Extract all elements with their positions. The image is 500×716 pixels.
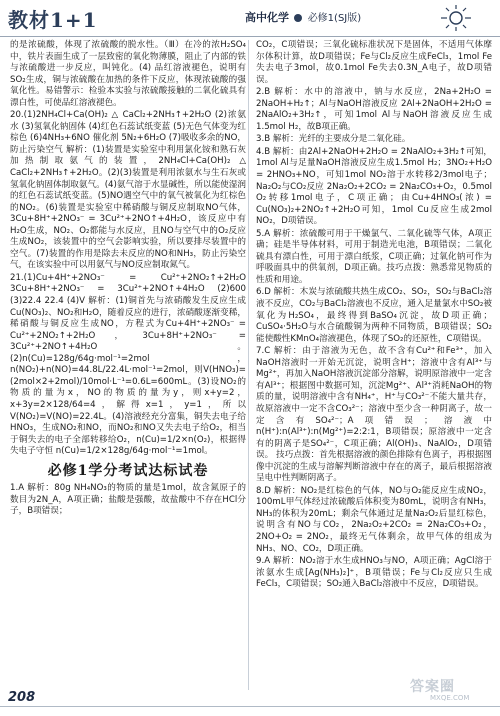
answer-7: 7.C 解析：由于溶液为无色，故不含有Cu²⁺和Fe³⁺，加入NaOH溶液时一开始无沉淀，说明含H⁺；溶液中含有Al³⁺与Mg²⁺，再加入NaOH溶液沉淀部分溶解，说明原溶液中一定含有Al³⁺；根据图中数据可知，沉淀Mg²⁺、Al³⁺消耗NaOH的物质的量，说明溶液中含有NH₄⁺，H⁺与CO₃²⁻不能大量共存，故原溶液中一定不含CO₃²⁻；溶液中至少含一种阴离子，故一定含有SO₄²⁻；A项错误；溶液中n(H⁺):n(Al³⁺):n(Mg²⁺)=2:2:1，B项错误；原溶液中一定含有的阴离子是SO₄²⁻，C项正确；Al(OH)₃、NaAlO₂，D项错误。 技巧点拨：首先根据溶液的颜色排除有色离子，再根据图像中沉淀的生成与溶解判断溶液中存在的离子，最后根据溶液呈电中性判断阴离子。 (256, 346, 492, 484)
section-title: 必修1学分考试达标试卷 (47, 462, 209, 479)
answer-9: 9.A 解析：NO₂溶于水生成HNO₃与NO，A项正确；AgCl溶于浓氨水生成[Ag(NH₃)₂]⁺，B项错误；Fe与Cl₂反应只生成FeCl₃，C项错误；SO₂通入BaCl₂溶液中不反应，D项错误。 (256, 556, 492, 590)
page-number: 208 (8, 690, 36, 705)
right-column (256, 40, 492, 592)
sun-decoration-icon (436, 3, 476, 33)
answer-1: 1.A 解析：80g NH₄NO₃的物质的量是1mol，故含氮原子的数目为2N_A，A项正确；盐酸是强酸，故盐酸中不存在HCl分子，B项错误； (10, 483, 246, 517)
footer-rule (0, 706, 500, 707)
left-column (10, 40, 246, 519)
brand-logo: 教材1+1 (8, 8, 98, 32)
subject-label (245, 9, 361, 25)
watermark-logo: 答案圈 (410, 679, 455, 695)
answer-20: 20.(1)2NH₄Cl+Ca(OH)₂ △ CaCl₂+2NH₃↑+2H₂O (2)浓氨水 (3)氢氧化钠固体 (4)红色石蕊试纸变蓝 (5)无色气体变为红棕色 (6)4NH₃+6NO 催化剂 5N₂+6H₂O (7)吸收多余的NO，防止污染空气 解析：(1)装置是实验室中利用氯化铵和熟石灰加热制取氨气的装置，2NH₄Cl+Ca(OH)₂ △ CaCl₂+2NH₃↑+2H₂O。(2)(3)装置是利用浓氨水与生石灰或氢氧化钠固体制取氨气。(4)氨气溶于水显碱性，所以能使湿润的红色石蕊试纸变蓝。(5)NO遇空气中的氧气被氧化为红棕色的NO₂。(6)装置是实验室中稀硝酸与铜反应制取NO气体，3Cu+8H⁺+2NO₃⁻ = 3Cu²⁺+2NO↑+4H₂O，该反应中有H₂O生成，NO₂、O₂都能与水反应，且NO与空气中的O₂反应生成NO₂，该装置中的空气会影响实验，所以要排尽装置中的空气。(7)装置的作用是除去未反应的NO和NH₃，防止污染空气，在该实验中可以用氨气与NO反应制取氮气。 (10, 110, 246, 271)
answer-5: 5.A 解析：浓硫酸可用于干燥氯气、二氧化硫等气体，A项正确；硅是半导体材料，可用于制造光电池，B项错误；二氧化硫具有漂白性，可用于漂白纸浆，C项正确；过氧化钠可作为呼吸面具中的供氧剂，D项正确。技巧点拨：熟悉常见物质的性质和用途。 (256, 228, 492, 285)
answer-4: 4.B 解析：由2Al+2NaOH+2H₂O = 2NaAlO₂+3H₂↑可知，1mol Al与足量NaOH溶液反应生成1.5mol H₂；3NO₂+H₂O = 2HNO₃+NO，可知1mol NO₂溶于水转移2/3mol电子；Na₂O₂与CO₂反应 2Na₂O₂+2CO₂ = 2Na₂CO₃+O₂，0.5mol O₂转移1mol电子，C项正确；由Cu+4HNO₃(浓) = Cu(NO₃)₂+2NO₂↑+2H₂O可知，1mol Cu反应生成2mol NO₂，D项错误。 (256, 146, 492, 227)
bullet-icon (294, 14, 302, 22)
watermark-url: MXQE.COM (430, 694, 470, 702)
answer-6: 6.D 解析：木炭与浓硫酸共热生成CO₂、SO₂，SO₂与BaCl₂溶液不反应，CO₂与BaCl₂溶液也不反应，通入足量氯水中SO₂被氧化为H₂SO₄，最终得到BaSO₄沉淀，故D项正确；CuSO₄·5H₂O与水合硫酸铜为两种不同物质，B项错误；SO₂能使酸性KMnO₄溶液褪色，体现了SO₂的还原性，C项错误。 (256, 287, 492, 344)
edition-label: 必修1(SJ版) (307, 13, 362, 24)
column-divider (248, 40, 249, 690)
answer-3: 3.B 解析：光纤的主要成分是二氧化硅。 (256, 134, 411, 145)
subject-name: 高中化学 (245, 11, 289, 24)
answer-8: 8.D 解析：NO₂是红棕色的气体，NO与O₂能反应生成NO₂，100mL甲气体经过浓硫酸后体积变为80mL，说明含有NH₃，NH₃的体积为20mL；剩余气体通过足量Na₂O₂后显红棕色，说明含有NO与CO₂，2Na₂O₂+2CO₂ = 2Na₂CO₃+O₂，2NO+O₂ = 2NO₂，最终无气体剩余，故甲气体的组成为NH₃、NO、CO₂，D项正确。 (256, 485, 492, 554)
answer-block: 的是浓硫酸，体现了浓硫酸的脱水性。（Ⅲ）在冷的浓H₂SO₄中，铁片表面生成了一层致密的氧化物薄膜，阻止了内部的铁与浓硫酸进一步反应，叫钝化。(4) 品红溶液褪色，说明有SO₂生成，铜与浓硫酸在加热的条件下反应，体现浓硫酸的强氧化性。易错警示：检验本实验与浓硫酸接触的二氧化硫具有漂白性，可使品红溶液褪色。 (10, 40, 246, 108)
page-header (0, 0, 500, 37)
answer-1-cont: CO₂，C项错误；三氧化硫标准状况下是固体，不适用气体摩尔体积计算，故D项错误；Fe与Cl₂反应生成FeCl₃，1mol Fe失去电子3mol，故0.1mol Fe失去0.3N_A电子，故D项错误。 (256, 40, 492, 85)
answer-2: 2.B 解析：水中的溶液中，钠与水反应，2Na+2H₂O = 2NaOH+H₂↑；Al与NaOH溶液反应 2Al+2NaOH+2H₂O = 2NaAlO₂+3H₂↑，可知1mol Al与NaOH溶液反应生成1.5mol H₂，故B项正确。 (256, 87, 492, 132)
answer-21: 21.(1)Cu+4H⁺+2NO₃⁻ = Cu²⁺+2NO₂↑+2H₂O 3Cu+8H⁺+2NO₃⁻ = 3Cu²⁺+2NO↑+4H₂O (2)600 (3)22.4 22.4 (4)V 解析：(1)铜首先与浓硝酸发生反应生成Cu(NO₃)₂、NO₂和H₂O，随着反应的进行，浓硝酸逐渐变稀，稀硝酸与铜反应生成NO，方程式为Cu+4H⁺+2NO₃⁻ = Cu²⁺+2NO₂↑+2H₂O，3Cu+8H⁺+2NO₃⁻ = 3Cu²⁺+2NO↑+4H₂O。(2)n(Cu)=128g/64g·mol⁻¹=2mol，n(NO₂)+n(NO)=44.8L/22.4L·mol⁻¹=2mol，则V(HNO₃)=(2mol×2+2mol)/10mol·L⁻¹=0.6L=600mL。(3)设NO₂的物质的量为x，NO的物质的量为y，则x+y=2，x+3y=2×128/64=4，解得x=1，y=1，所以V(NO₂)=V(NO)=22.4L。(4)溶液经充分富集，铜失去电子给HNO₃，生成NO₂和NO，而NO₂和NO又失去电子给O₂，相当于铜失去的电子全部转移给O₂，n(Cu)=1/2×n(O₂)，根据得失电子守恒 n(Cu)=1/2×128g/64g·mol⁻¹=1mol。 (10, 272, 246, 457)
